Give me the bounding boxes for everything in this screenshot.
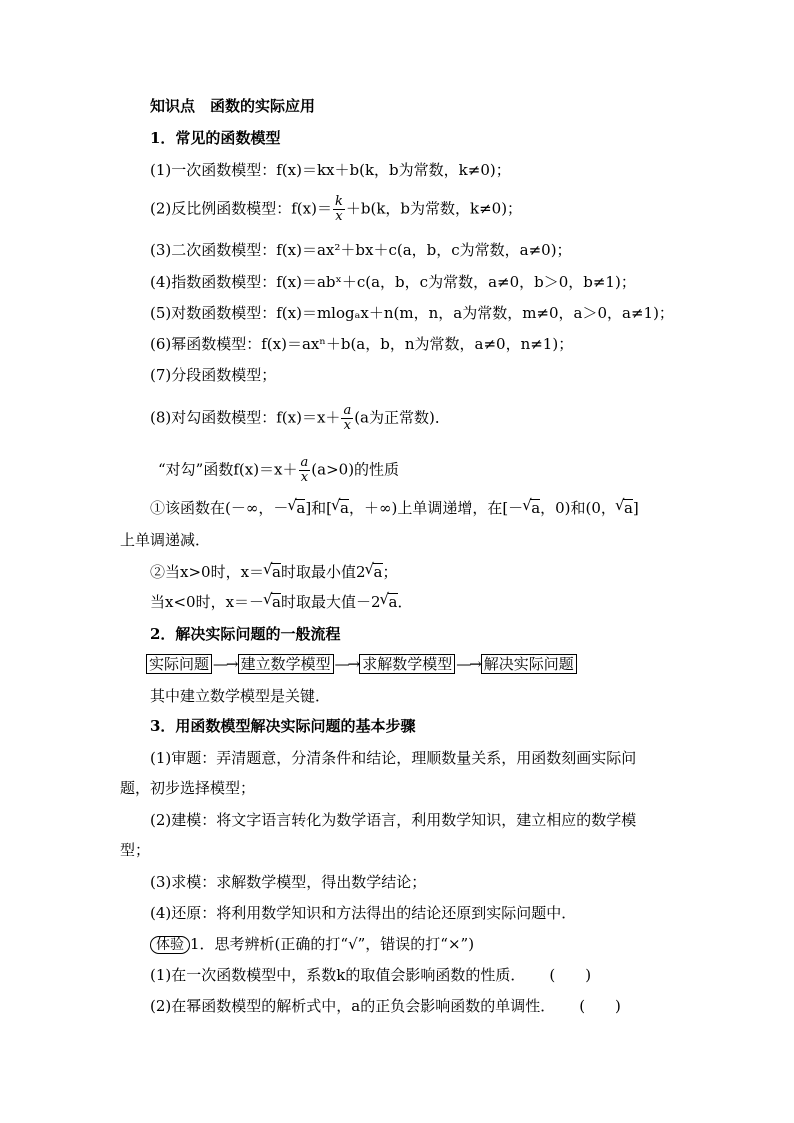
duigou-title: “对勾”函数f(x)＝x＋ $\frac{a}{x}$ (a>0)的性质 [158,455,400,485]
model-3: (3)二次函数模型：f(x)＝ax²＋bx＋c(a，b，c为常数，a≠0)； [150,241,572,259]
heading-3: 3．用函数模型解决实际问题的基本步骤 [150,717,416,735]
key-note: 其中建立数学模型是关键． [150,687,331,705]
model-6: (6)幂函数模型：f(x)＝axⁿ＋b(a，b，n为常数，a≠0，n≠1)； [150,335,574,353]
model-7: (7)分段函数模型； [150,366,277,384]
fraction: $\frac{a}{x}$ [343,403,352,433]
sqrt-a: √ a [373,563,383,580]
property-1-cont: 上单调递减． [120,531,211,549]
section-title: 知识点 函数的实际应用 [150,97,316,115]
heading-2: 2．解决实际问题的一般流程 [150,625,341,643]
sqrt-a: √ a [271,593,281,610]
property-2: ②当x>0时，x＝√ a时取最小值2√ a； [150,562,398,582]
model-5: (5)对数函数模型：f(x)＝mlogₐx＋n(m，n，a为常数，m≠0，a＞0，a≠1)； [150,304,674,322]
step-4: (4)还原：将利用数学知识和方法得出的结论还原到实际问题中． [150,904,577,922]
model-4: (4)指数函数模型：f(x)＝abˣ＋c(a，b，c为常数，a≠0，b＞0，b≠1)； [150,273,636,291]
sqrt-a: √ a [623,499,633,516]
question-2: (2)在幂函数模型的解析式中，a的正负会影响函数的单调性． ( ) [150,997,621,1015]
answer-blank: ( ) [549,966,592,984]
step-2-cont: 型； [120,841,151,859]
step-1-cont: 题，初步选择模型； [120,779,256,797]
property-3: 当x<0时，x＝－√ a时取最大值－2√ a． [150,592,413,612]
fraction: $\frac{k}{x}$ [334,194,343,224]
model-8: (8)对勾函数模型：f(x)＝x＋ $\frac{a}{x}$ (a为正常数)． [150,403,450,433]
arrow-icon: —→ [213,655,237,673]
arrow-icon: —→ [334,655,359,673]
process-flow [146,654,577,674]
arrow-icon: —→ [456,655,480,673]
answer-blank: ( ) [579,997,621,1015]
fraction: $\frac{a}{x}$ [300,455,309,485]
heading-1: 1．常见的函数模型 [150,129,281,147]
property-1: ①该函数在(－∞，－√ a]和[√ a，＋∞)上单调递增，在[－√ a，0)和(0，√ a] [150,498,639,518]
flow-step-3: 求解数学模型 [359,654,455,674]
sqrt-a: √ a [388,593,398,610]
model-1: (1)一次函数模型：f(x)＝kx＋b(k，b为常数，k≠0)； [150,161,511,179]
question-1: (1)在一次函数模型中，系数k的取值会影响函数的性质． ( ) [150,966,592,984]
step-1: (1)审题：弄清题意，分清条件和结论，理顺数量关系，用函数刻画实际问 [150,749,637,767]
sqrt-a: √ a [271,563,281,580]
exercise-header: 体验 1．思考辨析(正确的打“√”，错误的打“×”) [150,934,474,954]
flow-step-4: 解决实际问题 [481,654,577,674]
flow-step-2: 建立数学模型 [238,654,334,674]
sqrt-a: √ a [530,499,540,516]
flow-step-1: 实际问题 [146,654,212,674]
model-2: (2)反比例函数模型：f(x)＝ $\frac{k}{x}$ ＋b(k，b为常数，k≠0)； [150,194,523,224]
step-3: (3)求模：求解数学模型，得出数学结论； [150,873,427,891]
sqrt-a: √ a [339,499,349,516]
tiyan-badge: 体验 [150,936,190,954]
sqrt-a: √ a [295,499,305,516]
step-2: (2)建模：将文字语言转化为数学语言，利用数学知识，建立相应的数学模 [150,811,637,829]
